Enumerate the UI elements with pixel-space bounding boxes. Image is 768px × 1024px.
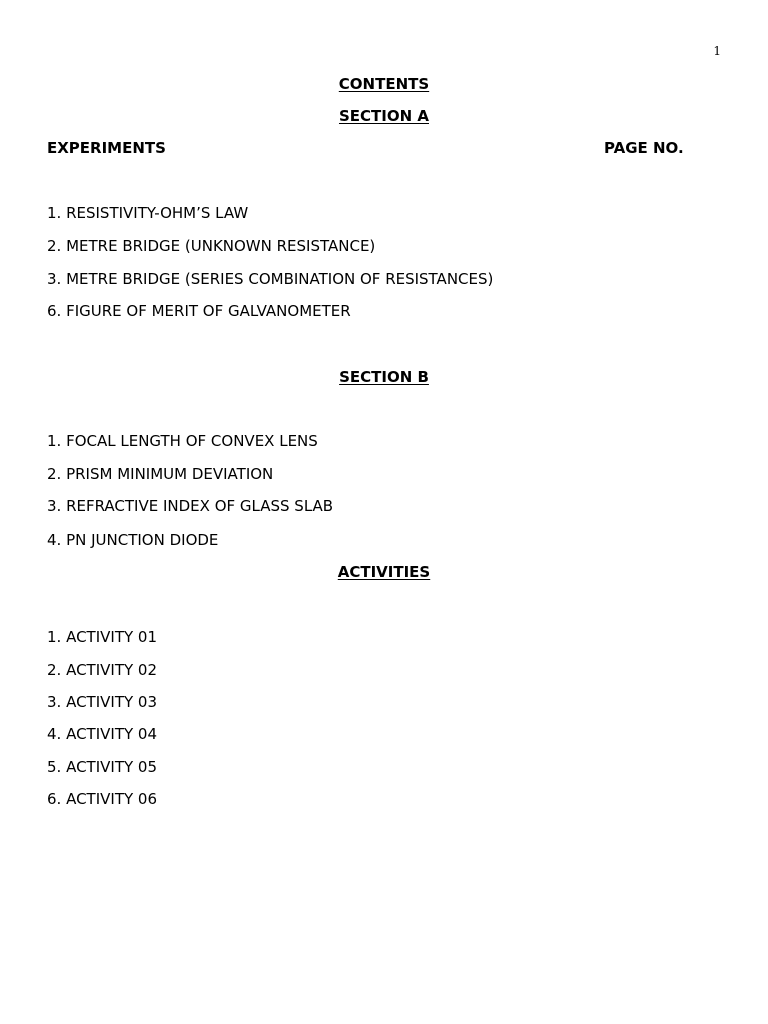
experiments-column-heading: EXPERIMENTS [47,139,166,157]
page-number: 1 [713,44,721,58]
section-b-item: 1. FOCAL LENGTH OF CONVEX LENS [47,432,318,450]
page-no-column-heading: PAGE NO. [604,139,684,157]
section-b-item: 3. REFRACTIVE INDEX OF GLASS SLAB [47,497,334,515]
section-b-item: 2. PRISM MINIMUM DEVIATION [47,465,274,483]
activity-item: 4. ACTIVITY 04 [47,725,158,743]
activities-heading: ACTIVITIES [337,563,431,581]
section-a-item: 2. METRE BRIDGE (UNKNOWN RESISTANCE) [47,237,376,255]
section-b-item: 4. PN JUNCTION DIODE [47,531,219,549]
contents-title: CONTENTS [338,75,430,93]
section-a-item: 3. METRE BRIDGE (SERIES COMBINATION OF RESISTANCES) [47,270,494,288]
activity-item: 3. ACTIVITY 03 [47,693,158,711]
activity-item: 5. ACTIVITY 05 [47,758,158,776]
activity-item: 2. ACTIVITY 02 [47,661,158,679]
section-a-heading: SECTION A [338,107,429,125]
section-a-item: 6. FIGURE OF MERIT OF GALVANOMETER [47,302,351,320]
section-a-item: 1. RESISTIVITY-OHM’S LAW [47,204,249,222]
section-b-heading: SECTION B [339,368,429,386]
activity-item: 6. ACTIVITY 06 [47,790,158,808]
activity-item: 1. ACTIVITY 01 [47,628,158,646]
